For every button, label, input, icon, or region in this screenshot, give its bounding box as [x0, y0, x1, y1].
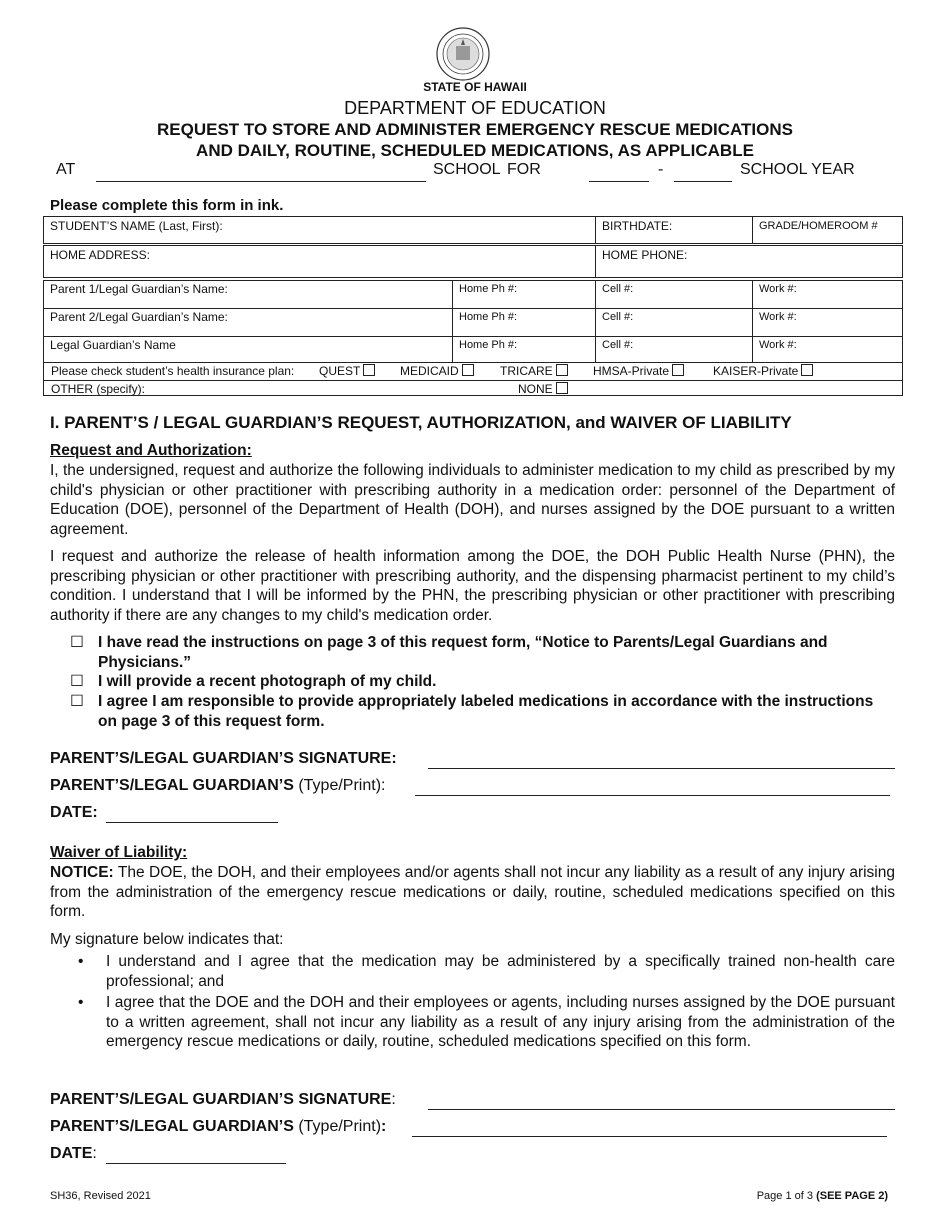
- waiver-heading: Waiver of Liability:: [50, 844, 188, 861]
- section-heading: I. PARENT’S / LEGAL GUARDIAN’S REQUEST, AUTHORIZATION, and WAIVER OF LIABILITY: [50, 413, 792, 432]
- guardian1-name-cell[interactable]: [43, 280, 453, 309]
- date-field-2[interactable]: [106, 1145, 286, 1164]
- home-address-cell[interactable]: [43, 245, 596, 278]
- bullet-dot: •: [78, 953, 84, 970]
- guardian3-name-label: Legal Guardian’s Name: [50, 338, 176, 352]
- insurance-prompt: Please check student’s health insurance plan:: [51, 364, 295, 378]
- guardian-print-row-2: [50, 1118, 895, 1140]
- guardian-signature-row-2: [50, 1091, 895, 1113]
- guardian-signature-label-2: [50, 1091, 396, 1109]
- bullet-item: [78, 993, 895, 1073]
- home-address-label: HOME ADDRESS:: [50, 248, 151, 262]
- hmsa-checkbox[interactable]: [672, 364, 684, 376]
- guardian-print-label-2: [50, 1118, 386, 1136]
- medicaid-label: MEDICAID: [400, 364, 459, 378]
- guardian1-cell-cell[interactable]: [595, 280, 753, 309]
- medicaid-checkbox[interactable]: [462, 364, 474, 376]
- date-row: [50, 804, 290, 826]
- request-heading: Request and Authorization:: [50, 442, 252, 459]
- page-number-text: Page 1 of 3: [756, 1190, 813, 1202]
- grade-label: GRADE/HOMEROOM #: [759, 220, 878, 232]
- school-year-label: SCHOOL YEAR: [740, 161, 855, 178]
- guardian-print-suffix: (Type/Print):: [298, 777, 386, 794]
- student-name-label: STUDENT’S NAME (Last, First):: [50, 219, 223, 233]
- grade-cell[interactable]: [752, 216, 903, 244]
- instructions-check-text: I have read the instructions on page 3 of this request form, “Notice to Parents/Legal Guardians and Physicians.”: [98, 634, 828, 671]
- guardian1-home-label: Home Ph #:: [459, 283, 518, 295]
- kaiser-checkbox[interactable]: [801, 364, 813, 376]
- insurance-option-tricare[interactable]: [500, 364, 568, 378]
- guardian-signature-label-2-text: PARENT’S/LEGAL GUARDIAN’S SIGNATURE: [50, 1091, 392, 1108]
- at-label: AT: [56, 161, 76, 178]
- tricare-checkbox[interactable]: [556, 364, 568, 376]
- tricare-label: TRICARE: [500, 364, 553, 378]
- guardian2-work-label: Work #:: [759, 311, 797, 323]
- date-label-2-text: DATE: [50, 1145, 93, 1162]
- kaiser-label: KAISER-Private: [713, 364, 799, 378]
- ink-instruction: Please complete this form in ink.: [50, 197, 284, 214]
- form-id: SH36, Revised 2021: [50, 1190, 151, 1202]
- start-year-field[interactable]: [589, 163, 649, 182]
- check-item-labeled-meds[interactable]: [70, 692, 880, 732]
- check-item-instructions[interactable]: [70, 633, 880, 673]
- guardian2-name-cell[interactable]: [43, 308, 453, 337]
- bullet-text: I understand and I agree that the medication may be administered by a specifically trained non-health care professional; and: [106, 953, 895, 990]
- none-label: NONE: [518, 382, 553, 396]
- end-year-field[interactable]: [674, 163, 732, 182]
- insurance-row: [44, 363, 902, 380]
- other-label: OTHER (specify):: [51, 382, 146, 396]
- school-name-field[interactable]: [96, 163, 426, 182]
- form-title-line1: REQUEST TO STORE AND ADMINISTER EMERGENCY RESCUE MEDICATIONS: [157, 120, 793, 139]
- bullet-item: [78, 952, 895, 992]
- home-phone-label: HOME PHONE:: [602, 248, 688, 262]
- none-checkbox[interactable]: [556, 382, 568, 394]
- guardian-print-suffix-2: (Type/Print): [298, 1118, 382, 1135]
- page-number: [757, 1190, 888, 1202]
- guardian1-cell-label: Cell #:: [602, 283, 634, 295]
- colon: :: [381, 1118, 387, 1135]
- student-name-cell[interactable]: [43, 216, 596, 244]
- guardian3-home-label: Home Ph #:: [459, 339, 518, 351]
- guardian-print-label-text: PARENT’S/LEGAL GUARDIAN’S: [50, 777, 294, 794]
- photo-checkbox[interactable]: ☐: [70, 673, 84, 690]
- guardian-signature-row: [50, 750, 895, 772]
- labeled-meds-check-text: I agree I am responsible to provide appropriately labeled medications in accordance with the instructions on page 3 of this request form.: [98, 693, 874, 730]
- insurance-option-hmsa[interactable]: [593, 364, 684, 378]
- date-row-2: [50, 1145, 300, 1167]
- guardian-print-field[interactable]: [415, 777, 890, 796]
- release-paragraph: I request and authorize the release of health information among the DOE, the DOH Public Health Nurse (PHN), the prescribing physician or other practitioner with prescribing authority, and the dispensing pharmacist pertinent to my child’s condition. I understand that I will be informed by the PHN, the prescribing physician or other practitioner with prescribing authority if there are any changes to my child's medication order.: [50, 548, 895, 624]
- state-seal: [436, 27, 490, 81]
- instructions-checkbox[interactable]: ☐: [70, 634, 84, 651]
- insurance-option-none[interactable]: [518, 382, 568, 396]
- insurance-option-medicaid[interactable]: [400, 364, 474, 378]
- check-item-photo[interactable]: [70, 672, 880, 692]
- other-row: [44, 380, 902, 398]
- guardian1-name-label: Parent 1/Legal Guardian’s Name:: [50, 282, 228, 296]
- guardian3-cell-cell[interactable]: [595, 336, 753, 363]
- guardian-signature-label: PARENT’S/LEGAL GUARDIAN’S SIGNATURE:: [50, 750, 397, 767]
- home-phone-cell[interactable]: [595, 245, 903, 278]
- school-year-line: [56, 161, 886, 183]
- request-paragraph: I, the undersigned, request and authorize the following individuals to administer medication to my child as prescribed by my child's physician or other practitioner with prescribing authority in a medication order: personnel of the Department of Education (DOE), personnel of the Department of Health (DOH), and nurses assigned by the DOE pursuant to a written agreement.: [50, 462, 895, 538]
- guardian2-home-cell[interactable]: [452, 308, 596, 337]
- guardian-print-label: [50, 777, 385, 795]
- for-label: FOR: [507, 161, 541, 178]
- guardian1-work-cell[interactable]: [752, 280, 903, 309]
- guardian3-work-cell[interactable]: [752, 336, 903, 363]
- guardian-signature-field-2[interactable]: [428, 1091, 895, 1110]
- colon: :: [92, 1145, 97, 1162]
- guardian2-cell-cell[interactable]: [595, 308, 753, 337]
- birthdate-label: BIRTHDATE:: [602, 219, 673, 233]
- guardian3-name-cell[interactable]: [43, 336, 453, 363]
- guardian2-work-cell[interactable]: [752, 308, 903, 337]
- bullet-text: I agree that the DOE and the DOH and their employees or agents, including nurses assigned by the DOE pursuant to a written agreement, shall not incur any liability as a result of any injury arising from the administration of the emergency rescue medications or daily, routine, scheduled medications specified on this form.: [106, 994, 895, 1050]
- guardian3-home-cell[interactable]: [452, 336, 596, 363]
- insurance-option-kaiser[interactable]: [713, 364, 813, 378]
- guardian2-cell-label: Cell #:: [602, 311, 634, 323]
- quest-label: QUEST: [319, 364, 361, 378]
- school-label: SCHOOL: [433, 161, 501, 178]
- guardian-signature-field[interactable]: [428, 750, 895, 769]
- guardian1-home-cell[interactable]: [452, 280, 596, 309]
- guardian2-name-label: Parent 2/Legal Guardian’s Name:: [50, 310, 228, 324]
- guardian3-cell-label: Cell #:: [602, 339, 634, 351]
- form-title-line2: AND DAILY, ROUTINE, SCHEDULED MEDICATIONS, AS APPLICABLE: [196, 141, 754, 160]
- notice-text: The DOE, the DOH, and their employees and/or agents shall not incur any liability as a result of any injury arising from the administration of the emergency rescue medications or daily, routine, scheduled medications specified on this form.: [50, 864, 895, 920]
- date-field[interactable]: [106, 804, 278, 823]
- see-page-note: (SEE PAGE 2): [816, 1190, 888, 1202]
- guardian-print-label-2-text: PARENT’S/LEGAL GUARDIAN’S: [50, 1118, 294, 1135]
- department-name: DEPARTMENT OF EDUCATION: [344, 98, 606, 118]
- quest-checkbox[interactable]: [363, 364, 375, 376]
- date-label: DATE:: [50, 804, 98, 821]
- insurance-option-quest[interactable]: [319, 364, 375, 378]
- birthdate-cell[interactable]: [595, 216, 753, 244]
- insurance-section: [43, 362, 903, 396]
- hmsa-label: HMSA-Private: [593, 364, 670, 378]
- guardian1-work-label: Work #:: [759, 283, 797, 295]
- guardian2-home-label: Home Ph #:: [459, 311, 518, 323]
- guardian-print-field-2[interactable]: [412, 1118, 887, 1137]
- guardian3-work-label: Work #:: [759, 339, 797, 351]
- guardian-print-row: [50, 777, 895, 799]
- photo-check-text: I will provide a recent photograph of my child.: [98, 673, 437, 690]
- notice-paragraph: [50, 863, 895, 922]
- labeled-meds-checkbox[interactable]: ☐: [70, 693, 84, 710]
- state-name: STATE OF HAWAII: [423, 80, 527, 94]
- colon: :: [391, 1091, 396, 1108]
- signature-intro: My signature below indicates that:: [50, 931, 284, 948]
- bullet-dot: •: [78, 994, 84, 1011]
- year-dash: -: [658, 161, 664, 178]
- date-label-2: [50, 1145, 97, 1163]
- notice-label: NOTICE:: [50, 864, 114, 881]
